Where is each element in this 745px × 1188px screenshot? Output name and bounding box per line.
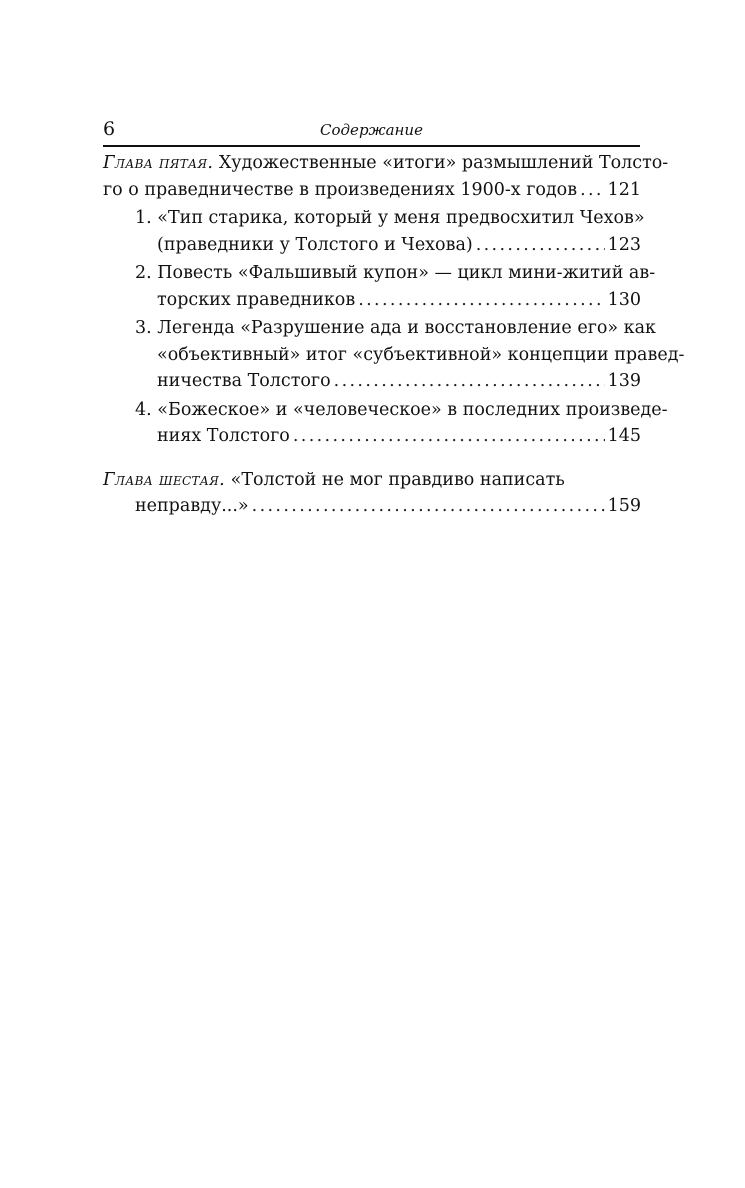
section-title: «Тип старика, который у меня предвосхитил Чехов» [157,208,645,228]
toc-entry-section-2[interactable] [103,260,656,313]
table-of-contents [103,150,685,520]
dot-leader [580,177,605,204]
section-title: Повесть «Фальшивый купон» — цикл мини-житий ав- [157,263,656,283]
section-title-continued: ниях Толстого [157,426,290,446]
page-reference: 159 [607,496,641,516]
chapter-title: «Толстой не мог правдиво написать [230,469,565,490]
toc-entry-line [135,232,641,259]
toc-entry-chapter-6[interactable] [103,467,641,520]
toc-entry-line [135,397,668,424]
toc-entry-section-4[interactable] [103,397,668,450]
section-title: «Божеское» и «человеческое» в последних произведе- [157,399,668,420]
toc-entry-line [103,493,641,520]
toc-entry-line [103,467,641,494]
section-title-continued: торских праведников [157,289,356,310]
toc-entry-line [135,423,641,450]
toc-entry-line [135,342,685,369]
toc-entry-line [103,150,669,177]
section-number: 4. [135,399,152,420]
dot-leader [252,493,605,520]
toc-entry-line [103,177,641,204]
dot-leader [293,423,605,450]
toc-entry-section-3[interactable] [103,315,685,395]
toc-entry-line [135,368,641,395]
chapter-label: Глава пятая. [103,153,214,173]
section-title-continued: ничества Толстого [157,371,331,391]
page-reference: 130 [607,289,641,310]
section-title: Легенда «Разрушение ада и восстановление его» как [157,318,656,338]
toc-entry-line [135,315,656,342]
toc-entry-line [135,287,641,314]
page-number: 6 [103,118,116,140]
chapter-title: Художественные «итоги» размышлений Толсто- [218,153,669,173]
toc-entry-section-1[interactable] [103,205,645,258]
section-title-continued: «объективный» итог «субъективной» концепции правед- [157,344,685,365]
section-number: 3. [135,318,152,338]
dot-leader [476,232,605,259]
toc-entry-chapter-5[interactable] [103,150,669,203]
section-number: 1. [135,208,152,228]
chapter-label: Глава шестая. [103,469,226,490]
page-reference: 121 [607,179,641,200]
chapter-title-continued: го о праведничестве в произведениях 1900-х годов [103,179,578,200]
chapter-title-continued: неправду...» [135,496,249,516]
toc-entry-line [135,260,656,287]
running-title: Содержание [320,121,423,139]
dot-leader [334,368,605,395]
section-number: 2. [135,263,152,283]
page-reference: 139 [607,371,641,391]
dot-leader [358,287,604,314]
page-reference: 123 [607,234,641,255]
section-title-continued: (праведники у Толстого и Чехова) [157,234,473,255]
toc-entry-line [135,205,645,232]
page-reference: 145 [607,426,641,446]
page-header [103,117,640,147]
